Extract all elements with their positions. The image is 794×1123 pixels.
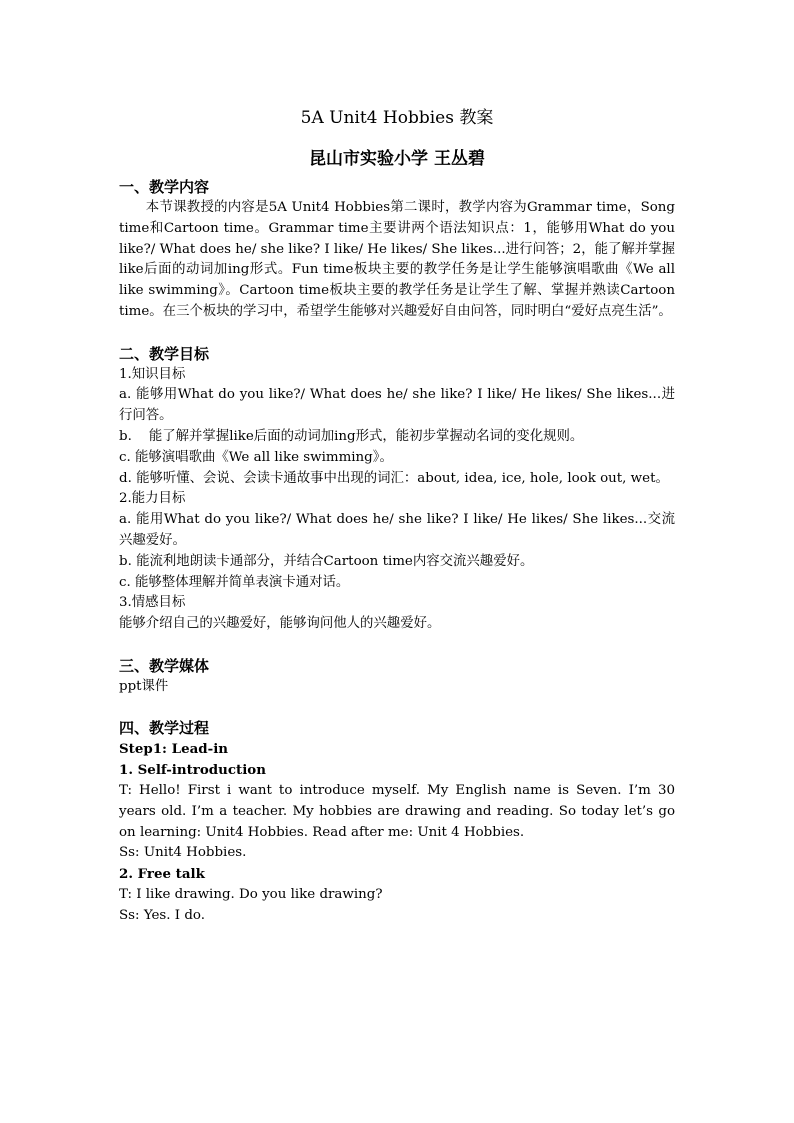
step1-heading: Step1: Lead-in [119,741,229,758]
knowledge-objective-c: c. 能够演唱歌曲《We all like swimming》。 [119,449,393,465]
teacher-line-1: T: Hello! First i want to introduce myself. My English name is Seven. I’m 30 years old. I’m a teacher. My hobbies are drawing and reading. So today let’s go on learning: Unit4 Hobbies. Read after me: Unit 4 Hobbies. [119,782,675,840]
knowledge-objectives-title: 1.知识目标 [119,366,186,382]
students-line-1: Ss: Unit4 Hobbies. [119,845,247,861]
content-paragraph: 本节课教授的内容是5A Unit4 Hobbies第二课时，教学内容为Grammar time，Song time和Cartoon time。Grammar time主要讲两个语法知识点：1，能够用What do you like?/ What does he/ she like? I like/ He likes/ She likes...进行问答；2，能了解并掌握like后面的动词加ing形式。Fun time板块主要的教学任务是让学生能够演唱歌曲《We all like swimming》。Cartoon time板块主要的教学任务是让学生了解、掌握并熟读Cartoon time。在三个板块的学习中，希望学生能够对兴趣爱好自由问答，同时明白“爱好点亮生活”。 [119,200,675,319]
emotion-objectives-title: 3.情感目标 [119,595,186,611]
document-title: 5A Unit4 Hobbies 教案 [300,108,494,128]
document-content [119,106,675,927]
students-line-2: Ss: Yes. I do. [119,907,205,923]
section-heading-process: 四、教学过程 [119,719,210,738]
section-heading-media: 三、教学媒体 [119,656,210,675]
ability-objective-a: a. 能用What do you like?/ What does he/ she like? I like/ He likes/ She likes...交流兴趣爱好。 [119,512,675,548]
emotion-objective-text: 能够介绍自己的兴趣爱好，能够询问他人的兴趣爱好。 [119,616,441,632]
knowledge-objective-a: a. 能够用What do you like?/ What does he/ she like? I like/ He likes/ She likes...进行问答。 [119,387,675,424]
spacer [119,323,675,344]
teacher-line-2: T: I like drawing. Do you like drawing? [119,886,383,902]
ability-objective-b: b. 能流利地朗读卡通部分，并结合Cartoon time内容交流兴趣爱好。 [119,553,534,569]
free-talk-heading: 2. Free talk [119,866,205,883]
media-text: ppt课件 [119,678,169,694]
section-heading-content: 一、教学内容 [119,178,210,196]
knowledge-objective-d: d. 能够听懂、会说、会读卡通故事中出现的词汇：about, idea, ice, hole, look out, wet。 [119,470,669,486]
section-heading-objectives: 二、教学目标 [119,344,210,363]
ability-objective-c: c. 能够整体理解并简单表演卡通对话。 [119,574,350,590]
ability-objectives-title: 2.能力目标 [119,491,186,507]
spacer [119,698,675,719]
document-subtitle: 昆山市实验小学 王丛碧 [309,149,485,169]
self-introduction-heading: 1. Self-introduction [119,762,266,779]
spacer [119,635,675,656]
knowledge-objective-b: b. 能了解并掌握like后面的动词加ing形式，能初步掌握动名词的变化规则。 [119,428,584,444]
